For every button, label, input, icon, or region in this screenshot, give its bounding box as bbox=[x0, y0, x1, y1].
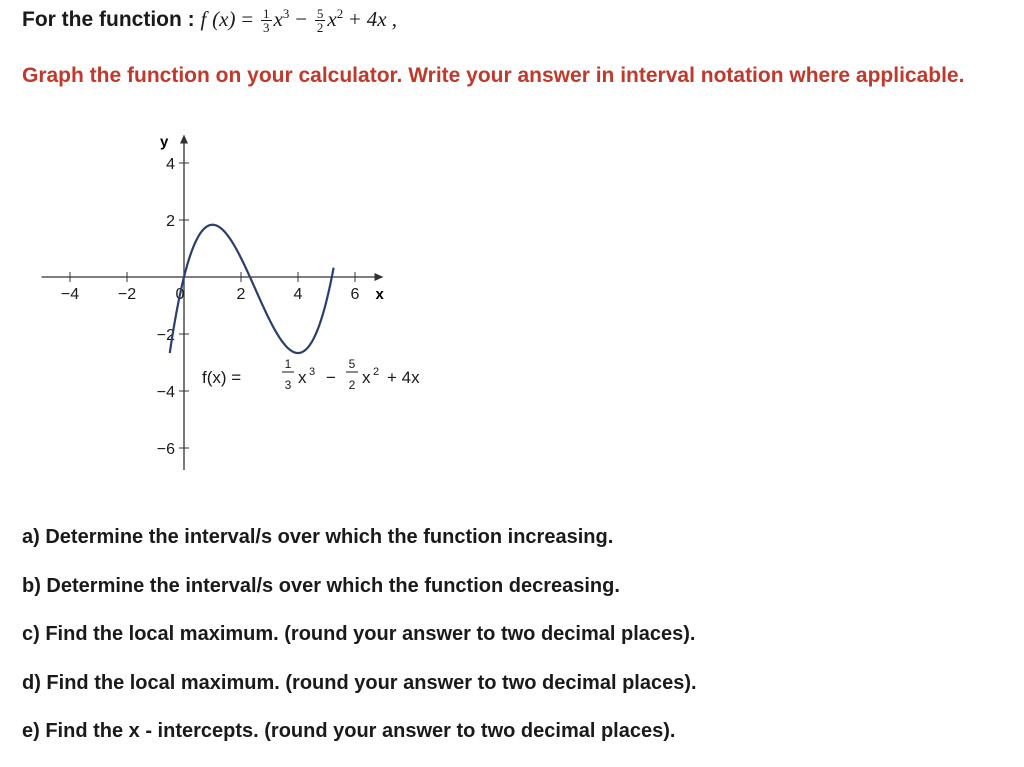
y-tick-label: 2 bbox=[166, 213, 175, 230]
minus-sign: − bbox=[295, 7, 308, 31]
frac1-den: 3 bbox=[263, 19, 270, 35]
function-curve bbox=[170, 225, 334, 353]
question-prefix: For the function : bbox=[22, 8, 195, 31]
plus-sign: + bbox=[349, 7, 361, 31]
x-tick-label: −2 bbox=[117, 286, 137, 303]
exp-3: 3 bbox=[282, 6, 290, 21]
y-tick-label: −4 bbox=[156, 384, 175, 401]
y-axis-label: y bbox=[160, 133, 169, 151]
annotation-x: x bbox=[298, 368, 307, 387]
function-name: f bbox=[200, 7, 207, 31]
instruction-text: Graph the function on your calculator. Write your answer in interval notation where applicable. bbox=[22, 64, 965, 87]
annotation-frac1-num: 1 bbox=[284, 357, 292, 371]
function-arg: (x) bbox=[212, 7, 236, 31]
annotation-frac2-num: 5 bbox=[348, 357, 356, 371]
exp-2: 2 bbox=[336, 6, 344, 21]
annotation-lead: f(x) = bbox=[202, 368, 242, 387]
frac1-num: 1 bbox=[263, 5, 270, 21]
x-axis-arrow bbox=[375, 273, 384, 281]
equals-sign: = bbox=[241, 7, 254, 31]
annotation-frac1-den: 3 bbox=[284, 378, 292, 392]
y-tick-label: −6 bbox=[156, 441, 175, 458]
frac2-num: 5 bbox=[316, 5, 324, 21]
term-x-cubed: x bbox=[273, 7, 283, 31]
x-tick-label: 6 bbox=[350, 286, 360, 303]
frac2-den: 2 bbox=[316, 19, 324, 35]
function-annotation bbox=[202, 357, 420, 392]
function-graph bbox=[30, 110, 510, 470]
y-axis-arrow bbox=[180, 135, 188, 144]
x-tick-label: 2 bbox=[236, 286, 246, 303]
annotation-exp2: 2 bbox=[373, 366, 380, 378]
y-tick-label: 4 bbox=[166, 156, 175, 173]
tick-marks bbox=[70, 163, 355, 448]
question-a: a) Determine the interval/s over which the function increasing. bbox=[22, 526, 614, 548]
question-c: c) Find the local maximum. (round your answer to two decimal places). bbox=[22, 623, 696, 645]
x-tick-label: −4 bbox=[60, 286, 80, 303]
y-tick-label: −2 bbox=[156, 327, 175, 344]
annotation-frac2-den: 2 bbox=[348, 378, 356, 392]
tick-labels bbox=[61, 156, 360, 458]
x-tick-label: 4 bbox=[293, 286, 303, 303]
x-axis-label: x bbox=[375, 286, 384, 303]
annotation-minus: − bbox=[326, 368, 336, 387]
question-e: e) Find the x - intercepts. (round your answer to two decimal places). bbox=[22, 720, 676, 742]
fraction-one-third bbox=[261, 7, 272, 34]
question-d: d) Find the local maximum. (round your answer to two decimal places). bbox=[22, 672, 697, 694]
term-4x: 4x , bbox=[366, 7, 398, 31]
annotation-x2: x bbox=[362, 368, 371, 387]
annotation-exp3: 3 bbox=[309, 366, 316, 378]
x-tick-label: 0 bbox=[175, 286, 185, 303]
question-header bbox=[22, 6, 397, 34]
fraction-five-halves bbox=[315, 7, 326, 34]
annotation-tail: + 4x bbox=[387, 368, 420, 387]
axes bbox=[42, 135, 384, 471]
term-x-squared: x bbox=[327, 7, 337, 31]
question-b: b) Determine the interval/s over which the function decreasing. bbox=[22, 575, 620, 597]
